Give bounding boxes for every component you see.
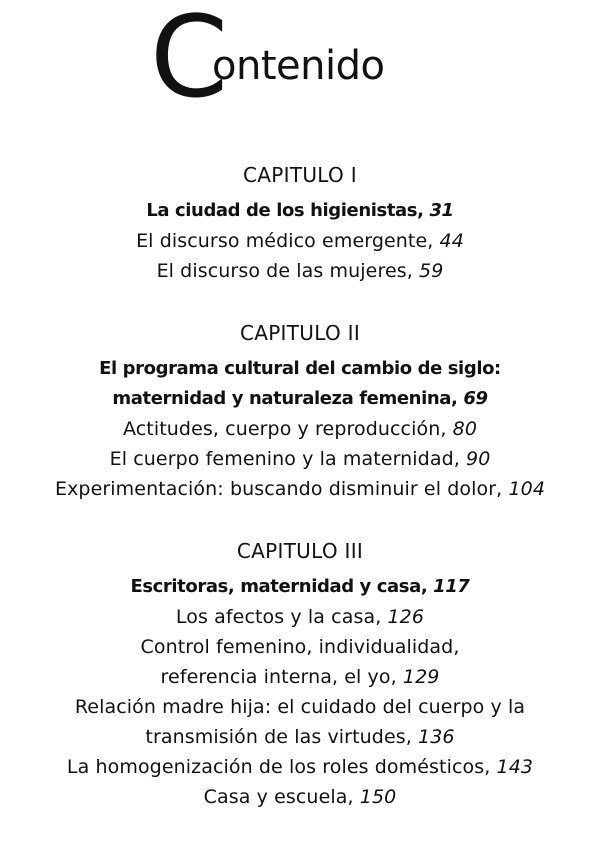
page-number: 69: [463, 388, 488, 409]
entry-title: Experimentación: buscando disminuir el dolor,: [54, 478, 503, 500]
page-number: 31: [429, 200, 454, 221]
chapter-3: [0, 536, 600, 812]
page-number: 126: [387, 606, 425, 628]
chapter-2: [0, 318, 600, 504]
toc-entry: [0, 632, 600, 662]
toc-entry: [0, 602, 600, 632]
toc-entry: [0, 662, 600, 692]
chapter-heading: CAPITULO I: [243, 163, 357, 187]
entry-title: El discurso de las mujeres,: [156, 260, 413, 282]
page-title: [0, 0, 600, 123]
toc-lead-entry: [0, 196, 600, 226]
entry-title: La homogenización de los roles domésticos,: [66, 756, 491, 778]
page-number: 150: [359, 786, 397, 808]
chapter-heading: CAPITULO III: [236, 539, 364, 563]
entry-title: Actitudes, cuerpo y reproducción,: [122, 418, 447, 440]
table-of-contents: [0, 160, 600, 844]
toc-entry: [0, 414, 600, 444]
toc-lead-entry-line1: El programa cultural del cambio de siglo:: [99, 358, 501, 379]
page-number: 90: [466, 448, 491, 470]
entry-title: Casa y escuela,: [203, 786, 354, 808]
page-number: 129: [402, 666, 440, 688]
entry-title: transmisión de las virtudes,: [145, 726, 412, 748]
toc-entry: [0, 444, 600, 474]
page-number: 80: [452, 418, 478, 440]
toc-lead-entry: [0, 572, 600, 602]
title-initial: C: [150, 0, 227, 123]
page-number: 136: [418, 726, 455, 748]
chapter-heading: CAPITULO II: [239, 321, 361, 345]
page-number: 59: [419, 260, 444, 282]
page-number: 44: [439, 230, 464, 252]
page-number: 117: [433, 576, 470, 597]
toc-entry: [0, 226, 600, 256]
toc-entry: [0, 752, 600, 782]
toc-entry: [0, 474, 600, 504]
entry-title: El discurso médico emergente,: [136, 230, 434, 252]
entry-title: Control femenino, individualidad,: [140, 636, 460, 658]
entry-title: referencia interna, el yo,: [160, 666, 397, 688]
toc-entry: [0, 722, 600, 752]
entry-title: Los afectos y la casa,: [175, 606, 382, 628]
title-rest: ontenido: [212, 43, 385, 89]
entry-title: El cuerpo femenino y la maternidad,: [109, 448, 460, 470]
entry-title: Escritoras, maternidad y casa,: [130, 576, 428, 597]
entry-title: La ciudad de los higienistas,: [146, 200, 424, 221]
page-number: 143: [496, 756, 534, 778]
chapter-1: [0, 160, 600, 286]
toc-entry: [0, 782, 600, 812]
toc-entry: [0, 256, 600, 286]
toc-lead-entry: [0, 384, 600, 414]
entry-title: Relación madre hija: el cuidado del cuerpo y la: [74, 696, 526, 718]
entry-title: maternidad y naturaleza femenina,: [112, 388, 458, 409]
toc-entry: [0, 692, 600, 722]
page-number: 104: [508, 478, 546, 500]
